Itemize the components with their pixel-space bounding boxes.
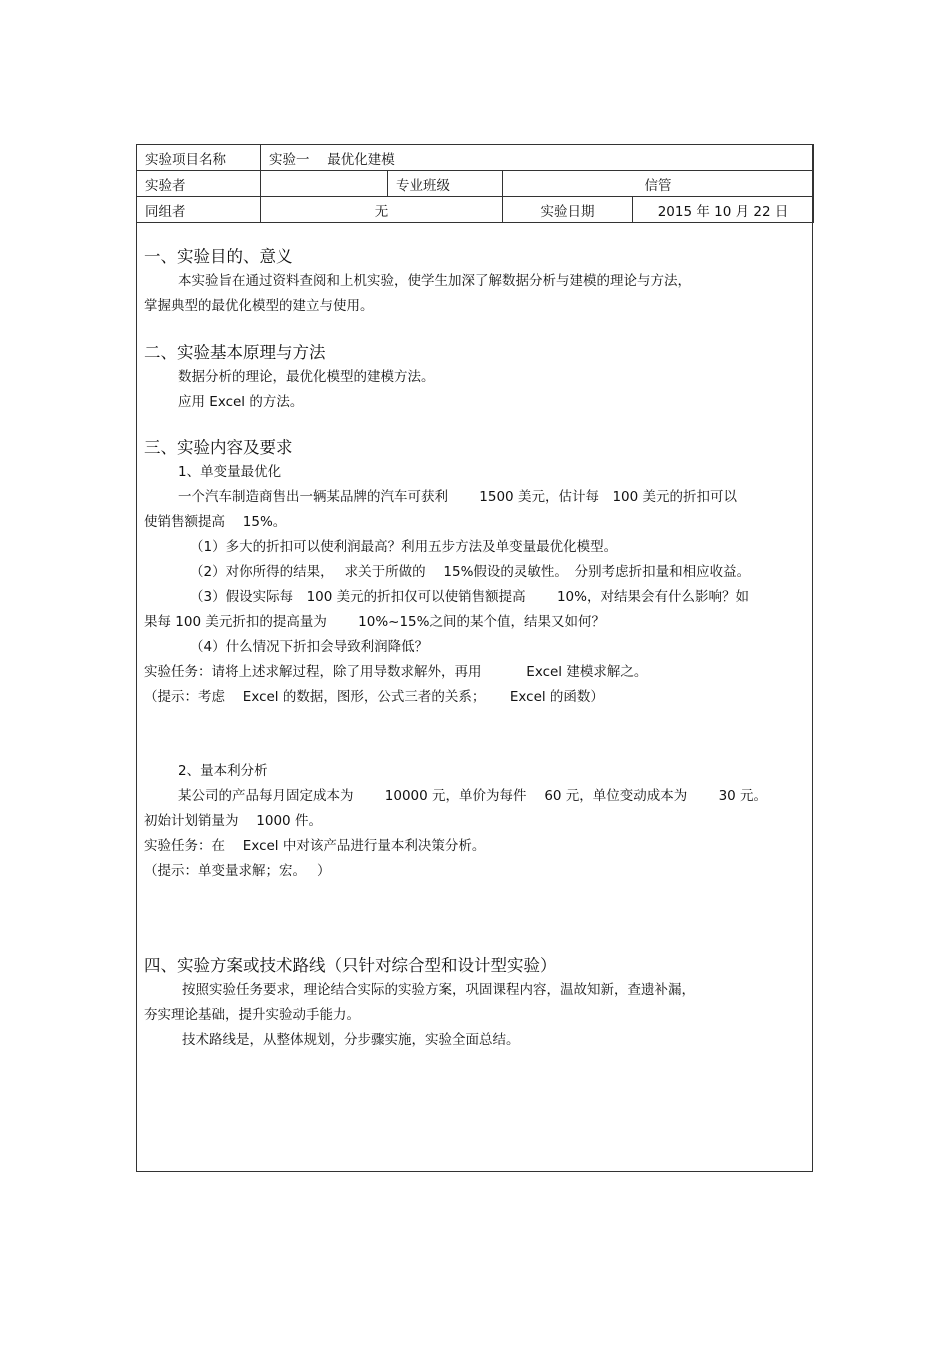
subsection-1-hint: （提示：考虑 Excel 的数据，图形，公式三者的关系； Excel 的函数） [144, 689, 604, 705]
section-2-line: 应用 Excel 的方法。 [178, 394, 304, 410]
subsection-1-task: 实验任务：请将上述求解过程，除了用导数求解外，再用 Excel 建模求解之。 [144, 664, 648, 680]
subsection-2-hint: （提示：单变量求解；宏。 ） [144, 863, 331, 879]
section-4-line: 夯实理论基础，提升实验动手能力。 [144, 1007, 360, 1023]
report-body [144, 222, 809, 1053]
experimenter-label: 实验者 [137, 171, 261, 197]
subsection-2-task: 实验任务：在 Excel 中对该产品进行量本利决策分析。 [144, 838, 486, 854]
subsection-1-line: 一个汽车制造商售出一辆某品牌的汽车可获利 1500 美元，估计每 100 美元的折扣可以 [178, 489, 737, 505]
project-value: 实验一 最优化建模 [261, 145, 814, 171]
subsection-1-line: （3）假设实际每 100 美元的折扣仅可以使销售额提高 10%，对结果会有什么影响？如 [190, 589, 749, 605]
subsection-1-line: 果每 100 美元折扣的提高量为 10%~15%之间的某个值，结果又如何？ [144, 614, 605, 630]
subsection-2-line: 初始计划销量为 1000 件。 [144, 813, 322, 829]
section-3-title: 三、实验内容及要求 [144, 438, 293, 457]
section-1-title: 一、实验目的、意义 [144, 247, 293, 266]
section-2-title: 二、实验基本原理与方法 [144, 343, 326, 362]
class-value: 信管 [503, 171, 814, 197]
project-label: 实验项目名称 [137, 145, 261, 171]
subsection-1-line: （1）多大的折扣可以使利润最高？利用五步方法及单变量最优化模型。 [190, 539, 618, 555]
date-value: 2015 年 10 月 22 日 [633, 197, 814, 223]
header-row-project [137, 145, 814, 171]
section-1-line: 掌握典型的最优化模型的建立与使用。 [144, 298, 374, 314]
experimenter-value [261, 171, 388, 197]
subsection-1-line: （2）对你所得的结果， 求关于所做的 15%假设的灵敏性。 分别考虑折扣量和相应收益。 [190, 564, 751, 580]
section-2-line: 数据分析的理论，最优化模型的建模方法。 [178, 369, 435, 385]
header-row-experimenter [137, 171, 814, 197]
subsection-2-heading: 2、量本利分析 [178, 763, 268, 779]
section-4-line: 技术路线是，从整体规划，分步骤实施，实验全面总结。 [182, 1032, 520, 1048]
header-row-group [137, 197, 814, 223]
section-4-title: 四、实验方案或技术路线（只针对综合型和设计型实验） [144, 956, 557, 975]
class-label: 专业班级 [388, 171, 503, 197]
subsection-2-line: 某公司的产品每月固定成本为 10000 元，单价为每件 60 元，单位变动成本为 30 元。 [178, 788, 768, 804]
header-table [136, 144, 814, 223]
date-label: 实验日期 [503, 197, 633, 223]
group-value: 无 [261, 197, 503, 223]
subsection-1-heading: 1、单变量最优化 [178, 464, 282, 480]
section-1-line: 本实验旨在通过资料查阅和上机实验，使学生加深了解数据分析与建模的理论与方法， [178, 273, 691, 289]
group-label: 同组者 [137, 197, 261, 223]
section-4-line: 按照实验任务要求，理论结合实际的实验方案，巩固课程内容，温故知新，查遗补漏， [182, 982, 695, 998]
subsection-1-line: （4）什么情况下折扣会导致利润降低？ [190, 639, 429, 655]
subsection-1-line: 使销售额提高 15%。 [144, 514, 287, 530]
